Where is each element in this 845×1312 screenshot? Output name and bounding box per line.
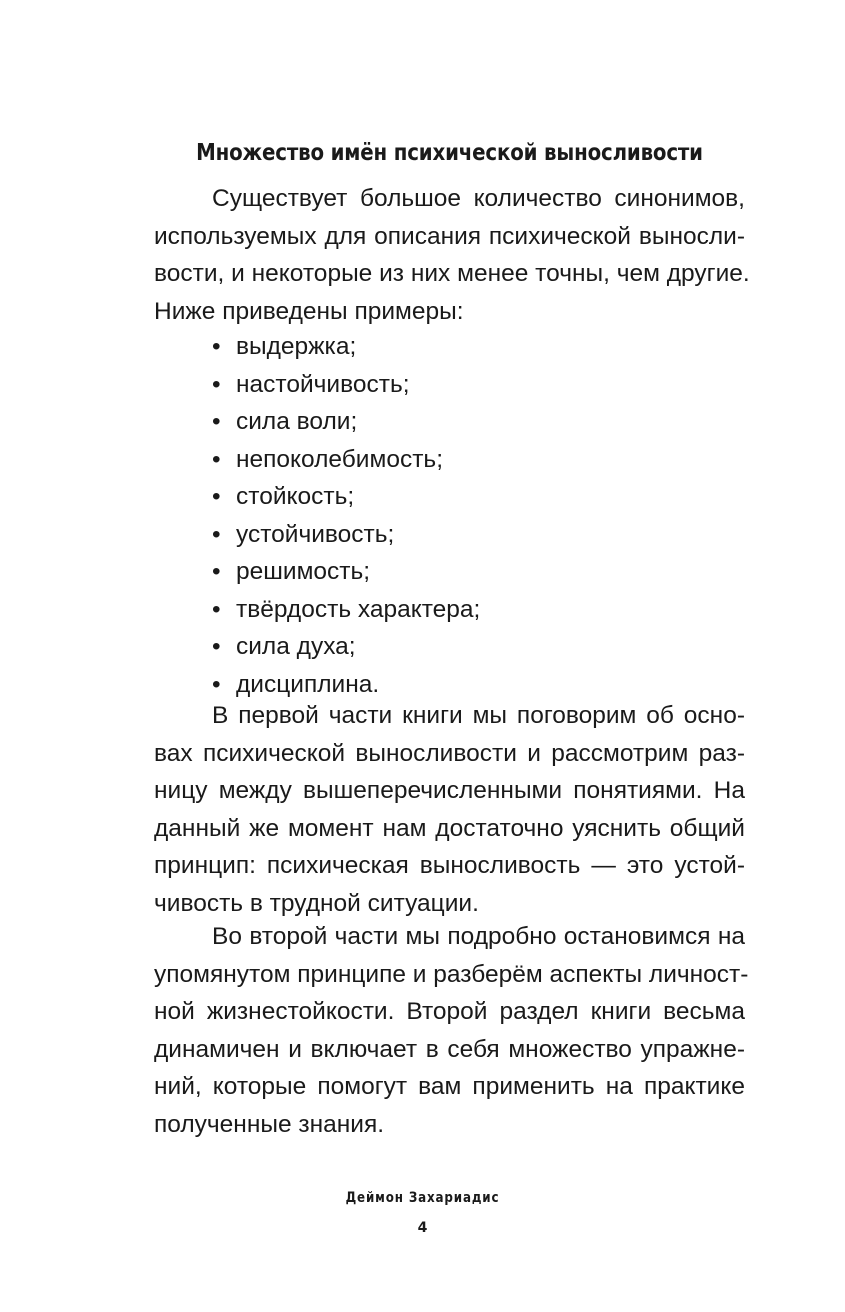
paragraph-line: В первой части книги мы поговорим об осно- bbox=[212, 702, 745, 729]
paragraph-line: упомянутом принципе и разберём аспекты личност- bbox=[154, 960, 749, 988]
page-number: 4 bbox=[417, 1220, 428, 1236]
paragraph-line: данный же момент нам достаточно уяснить общий bbox=[154, 814, 745, 842]
list-item bbox=[212, 328, 480, 366]
bullet-icon: • bbox=[212, 333, 221, 360]
bullet-icon: • bbox=[212, 520, 221, 548]
bullet-icon: • bbox=[212, 445, 221, 473]
list-item bbox=[212, 441, 480, 479]
list-item bbox=[212, 366, 480, 404]
bullet-icon: • bbox=[212, 370, 221, 398]
paragraph-line: ной жизнестойкости. Второй раздел книги весьма bbox=[154, 998, 745, 1025]
synonyms-list bbox=[212, 328, 480, 703]
list-item bbox=[212, 478, 480, 516]
paragraph-line: вах психической выносливости и рассмотрим раз- bbox=[154, 739, 745, 767]
list-item-text: устойчивость; bbox=[236, 520, 395, 548]
bullet-icon: • bbox=[212, 558, 221, 585]
paragraph-line: принцип: психическая выносливость — это устой- bbox=[154, 852, 745, 879]
bullet-icon: • bbox=[212, 595, 221, 623]
paragraph-line: полученные знания. bbox=[154, 1110, 385, 1138]
list-item-text: сила воли; bbox=[236, 408, 358, 435]
list-item-text: решимость; bbox=[236, 558, 371, 585]
footer-author: Деймон Захариадис bbox=[345, 1190, 500, 1206]
list-item-text: выдержка; bbox=[236, 333, 357, 360]
paragraph-line: Существует большое количество синонимов, bbox=[212, 185, 745, 212]
list-item bbox=[212, 553, 480, 591]
list-item-text: дисциплина. bbox=[236, 670, 380, 698]
paragraph-line: используемых для описания психической выносли- bbox=[154, 222, 745, 250]
section-heading: Множество имён психической выносливости bbox=[196, 140, 703, 166]
body-paragraph-2 bbox=[154, 697, 745, 922]
paragraph-line: динамичен и включает в себя множество упражне- bbox=[154, 1035, 745, 1063]
list-item-text: сила духа; bbox=[236, 633, 356, 660]
list-item-text: настойчивость; bbox=[236, 370, 410, 398]
paragraph-line: Во второй части мы подробно остановимся на bbox=[212, 923, 745, 950]
bullet-icon: • bbox=[212, 483, 221, 510]
list-item bbox=[212, 628, 480, 666]
bullet-icon: • bbox=[212, 633, 221, 660]
bullet-icon: • bbox=[212, 408, 221, 435]
paragraph-line: чивость в трудной ситуации. bbox=[154, 889, 479, 917]
list-item-text: непоколебимость; bbox=[236, 445, 444, 473]
paragraph-line: ний, которые помогут вам применить на практике bbox=[154, 1073, 745, 1100]
list-item bbox=[212, 516, 480, 554]
body-paragraph-3 bbox=[154, 918, 749, 1143]
paragraph-line: вости, и некоторые из них менее точны, чем другие. bbox=[154, 260, 750, 287]
intro-paragraph bbox=[154, 180, 750, 330]
paragraph-line: ницу между вышеперечисленными понятиями. На bbox=[154, 777, 745, 804]
bullet-icon: • bbox=[212, 670, 221, 698]
list-item-text: твёрдость характера; bbox=[236, 595, 481, 623]
book-page bbox=[154, 0, 750, 1312]
list-item-text: стойкость; bbox=[236, 483, 355, 510]
paragraph-line: Ниже приведены примеры: bbox=[154, 297, 464, 325]
list-item bbox=[212, 591, 480, 629]
list-item bbox=[212, 403, 480, 441]
